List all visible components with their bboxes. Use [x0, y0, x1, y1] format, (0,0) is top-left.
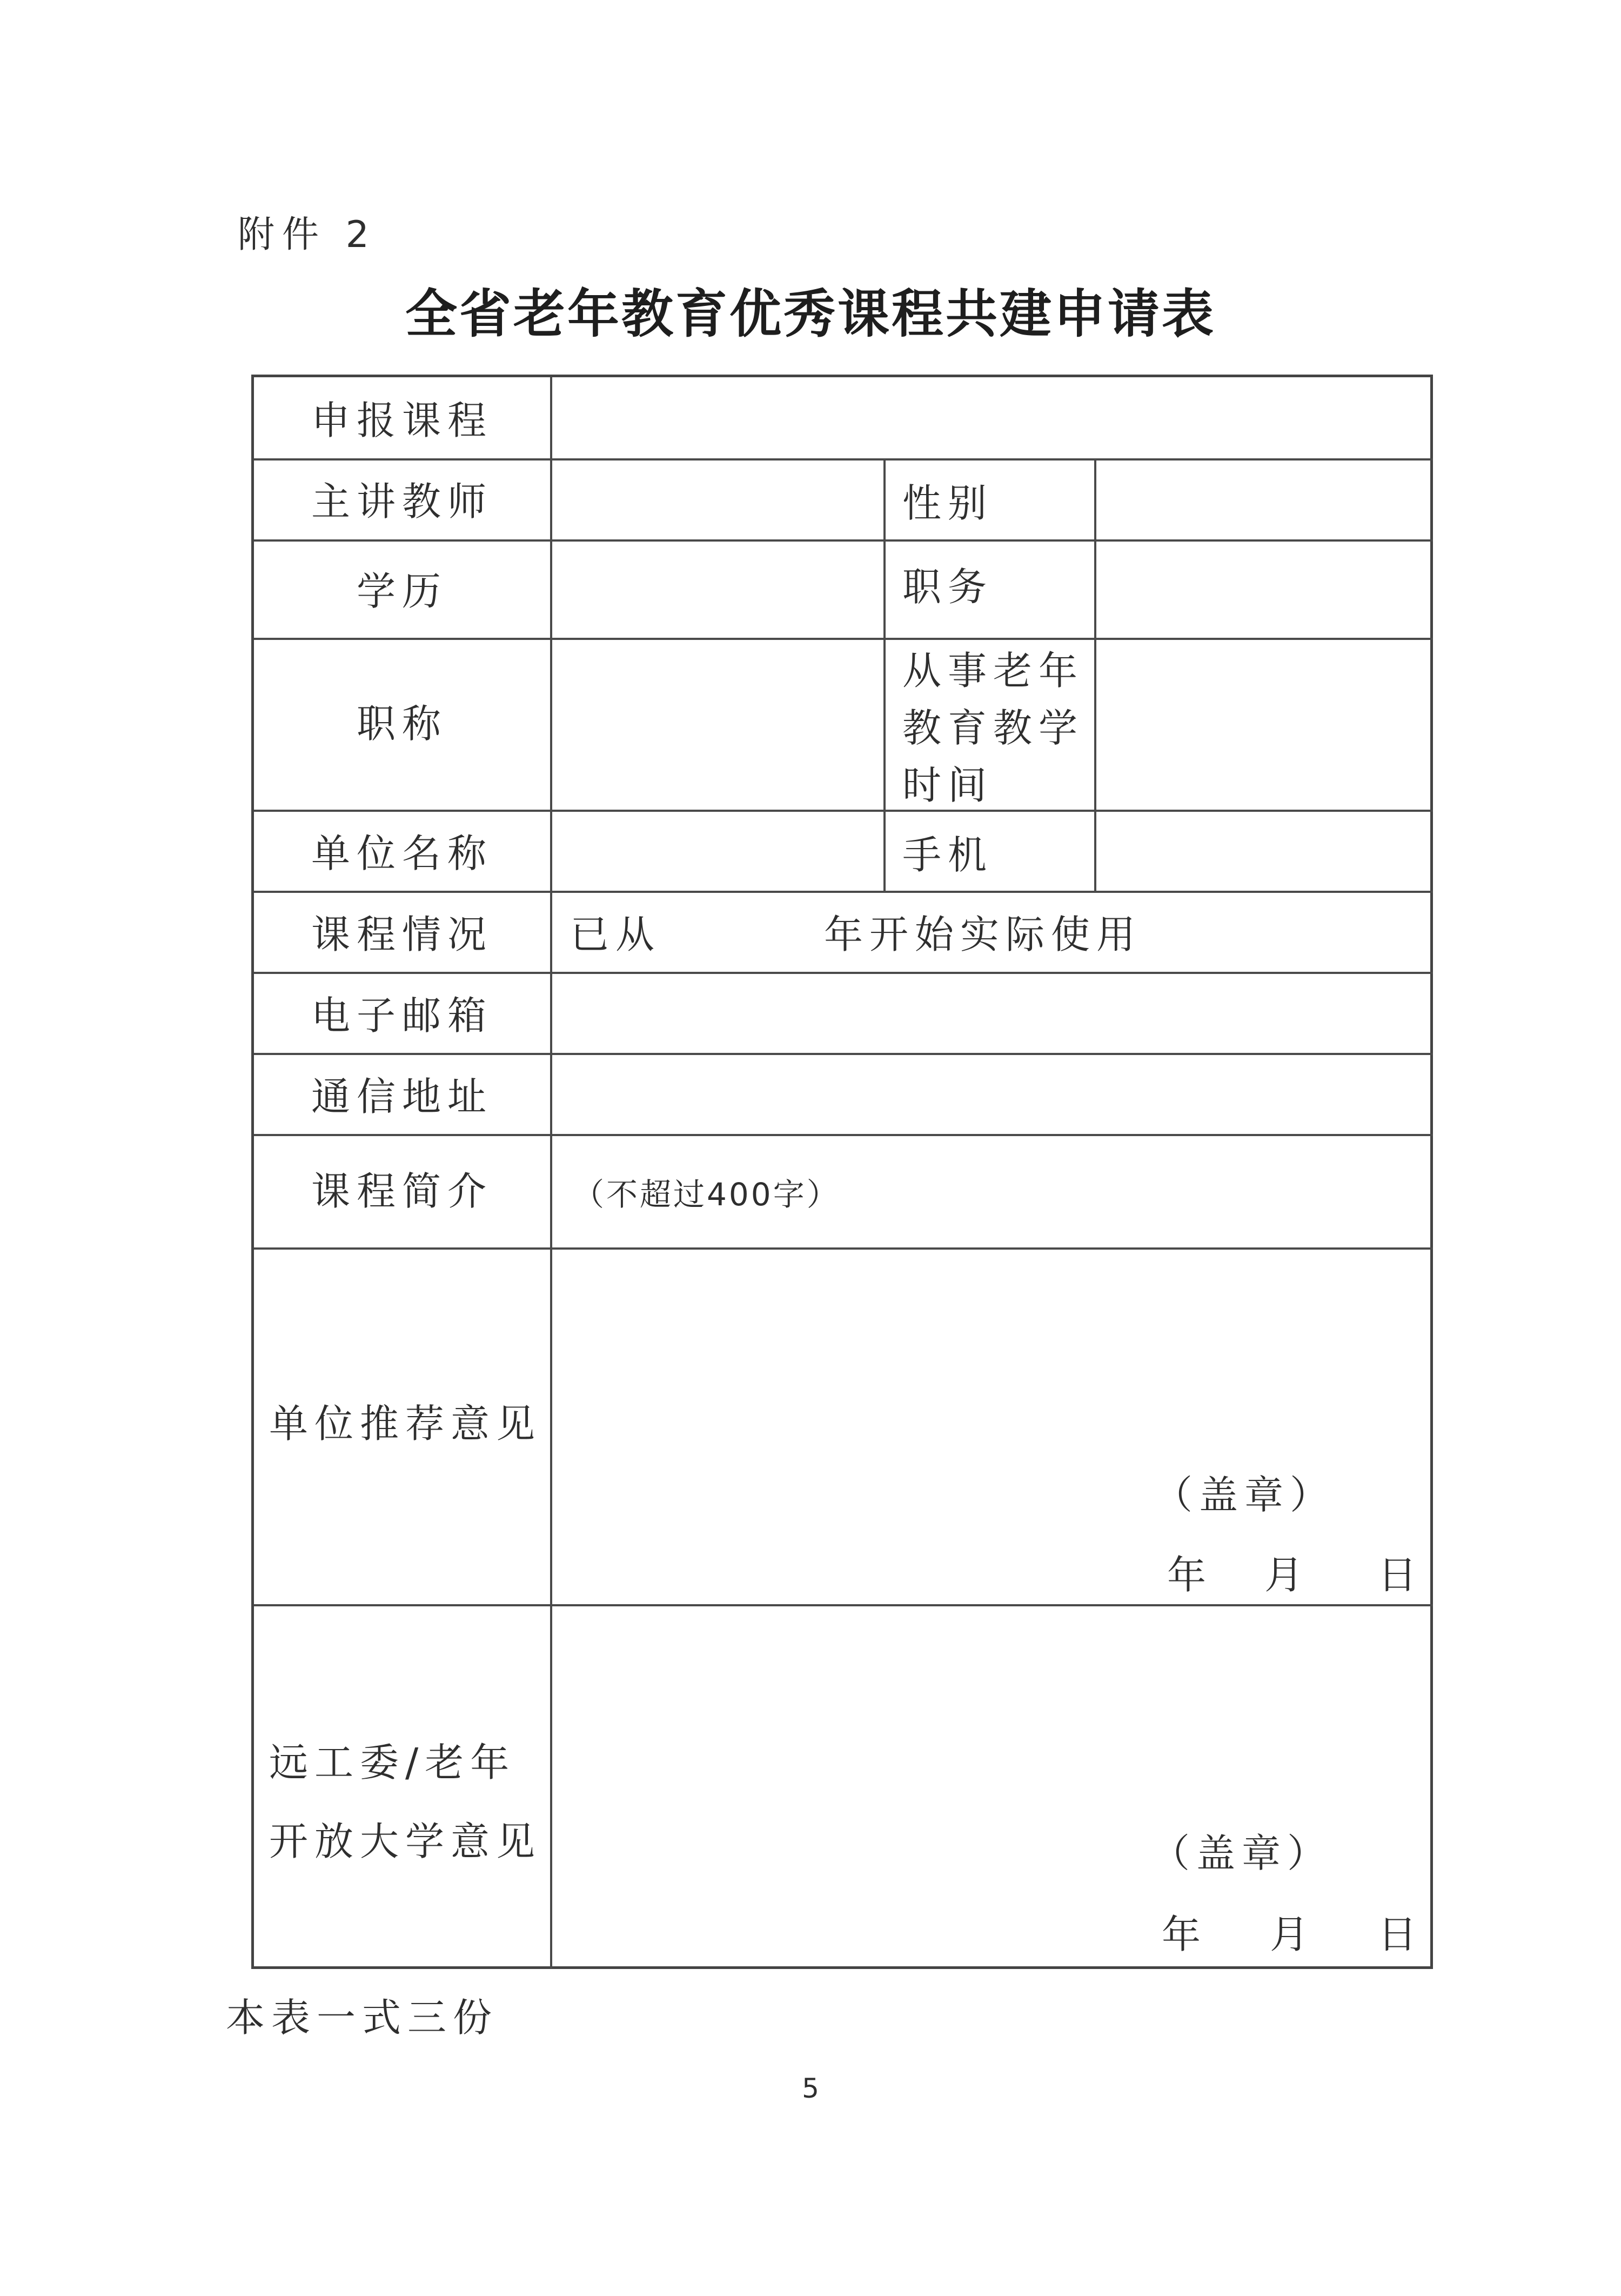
row-divider — [254, 972, 1433, 974]
application-form-table — [251, 375, 1433, 1969]
intro-label: 课程简介 — [311, 1169, 493, 1214]
committee-date-month: 月 — [1270, 1912, 1316, 1957]
row-divider — [254, 1134, 1433, 1136]
teacher-label: 主讲教师 — [311, 479, 493, 524]
course-status-label: 课程情况 — [311, 912, 493, 957]
page-number: 5 — [802, 2073, 819, 2104]
teaching-time-label-line: 教育教学 — [902, 705, 1084, 751]
education-label: 学历 — [356, 569, 447, 614]
attachment-label: 附件 2 — [238, 213, 377, 256]
course-label: 申报课程 — [311, 398, 493, 443]
address-label: 通信地址 — [311, 1074, 493, 1119]
row-divider — [254, 810, 1433, 812]
row-divider — [254, 1247, 1433, 1250]
column-divider — [883, 458, 886, 891]
row-divider — [254, 891, 1433, 893]
email-label: 电子邮箱 — [311, 993, 493, 1038]
committee-date-day: 日 — [1378, 1912, 1424, 1957]
committee-seal: （盖章） — [1151, 1831, 1333, 1876]
gender-label: 性别 — [902, 480, 994, 526]
committee-date-year: 年 — [1162, 1912, 1208, 1957]
teaching-time-label-line: 时间 — [902, 763, 994, 808]
teaching-time-label-line: 从事老年 — [902, 648, 1084, 693]
course-status-suffix: 年开始实际使用 — [824, 912, 1142, 957]
phone-label: 手机 — [902, 832, 994, 878]
intro-hint: （不超过400字） — [573, 1176, 840, 1213]
unit-date-year: 年 — [1167, 1552, 1213, 1598]
column-divider — [550, 377, 552, 1969]
position-label: 职务 — [902, 564, 994, 610]
row-divider — [254, 638, 1433, 640]
committee-opinion-label-line: 远工委/老年 — [269, 1740, 516, 1785]
unit-opinion-label: 单位推荐意见 — [269, 1401, 542, 1446]
row-divider — [254, 458, 1433, 460]
committee-opinion-label — [269, 1723, 541, 1881]
row-divider — [254, 539, 1433, 542]
row-divider — [254, 1604, 1433, 1606]
unit-seal: （盖章） — [1154, 1472, 1336, 1518]
unit-date-day: 日 — [1378, 1552, 1424, 1598]
unit-date-month: 月 — [1264, 1552, 1310, 1598]
course-status-prefix: 已从 — [570, 912, 661, 957]
form-title: 全省老年教育优秀课程共建申请表 — [405, 283, 1216, 344]
unit-name-label: 单位名称 — [311, 831, 493, 876]
committee-opinion-label-line: 开放大学意见 — [269, 1819, 542, 1864]
teaching-time-label — [902, 642, 1084, 814]
title-rank-label: 职称 — [356, 701, 447, 746]
column-divider — [1094, 458, 1096, 891]
row-divider — [254, 1053, 1433, 1055]
copies-note: 本表一式三份 — [226, 1995, 499, 2040]
